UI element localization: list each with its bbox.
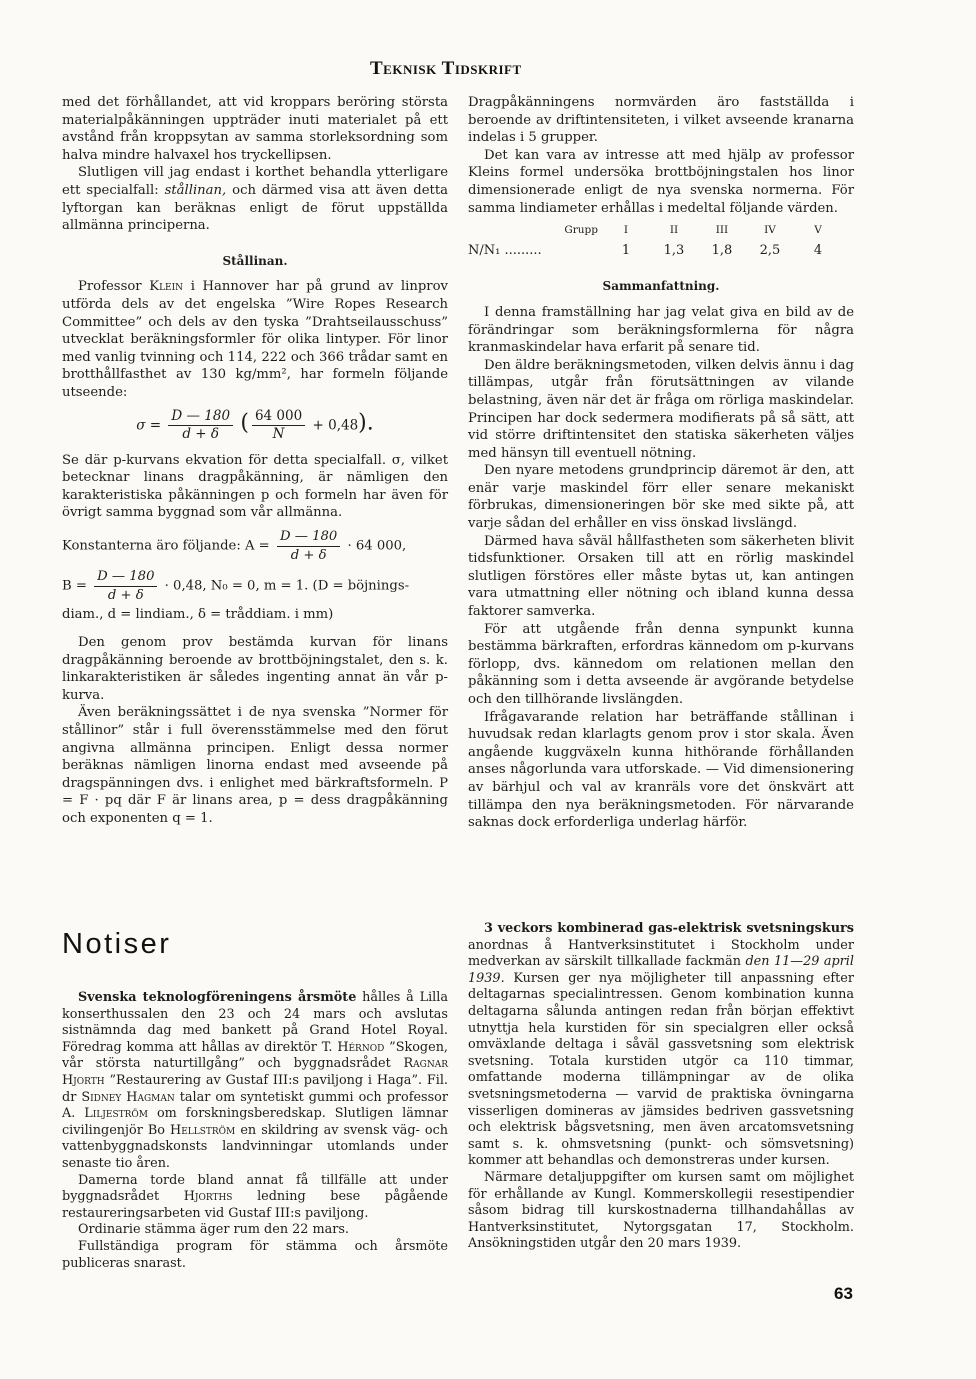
paragraph: Dragpåkänningens normvärden äro fastställda i beroende av driftintensiteten, i vilket avseende kranarna indelas i 5 grupper. <box>468 95 854 146</box>
paragraph: Den nyare metodens grundprincip däremot är den, att enär varje maskindel förr eller senare mekaniskt förbrukas, dimensioneringen bör ske med sikte på, att varje sådan del erhåller en viss önskad livslängd. <box>468 463 854 532</box>
journal-title: Teknisk Tidskrift <box>370 58 522 79</box>
paragraph: med det förhållandet, att vid kroppars beröring största materialpåkänningen uppträder inuti materialet på ett avstånd från kroppsytan av samma storleksordning som halva mindre halvaxel hos tryckellipsen. <box>62 95 448 163</box>
emphasis: stållinan, <box>164 182 227 198</box>
notice-paragraph: 3 veckors kombinerad gas-elektrisk svetsningskurs anordnas å Hantverksinstitutet i Stockholm under medverkan av särskilt tillkallade fackmän den 11—29 april 1939. Kursen ger nya möjligheter till anpassning efter deltagarnas specialintressen. Genom kombination kunna deltagarna sålunda antingen redan från början effektivt utnyttja hela kurstiden för sin specialgren eller också omväxlande deltaga i såväl gassvetsning som elektrisk svetsning. Totala kurstiden utgör ca 110 timmar, omfattande moderna tillämpningar av de olika svetsningsmetoderna — varvid de praktiska övningarna visserligen domineras av jämsides bedriven gassvetsning och elektrisk bågsvetsning, men även arcatomsvetsning samt s. k. ohmsvetsning (punkt- och sömsvetsning) kommer att behandlas och demonstreras under kursen. <box>468 921 854 1169</box>
formula-sigma: σ = $\frac{D — 180}{d + \delta}$ ( $\frac{64 000}{N}$ + 0,48). <box>136 407 374 443</box>
notice-column-left <box>62 990 448 1272</box>
formula-A: Konstanterna äro följande: A = $\frac{D — 180}{d + \delta}$ · 64 000, <box>62 529 407 563</box>
paragraph: Professor Klein i Hannover har på grund av linprov utförda dels av det engelska ”Wire Ropes Research Committee” och dels av den tyska ”Drahtseilausschuss” utvecklat beräkningsformler för olika lintyper. För linor med vanlig tvinning och 114, 222 och 366 trådar samt en brotthållfasthet av 130 kg/mm², har formeln följande utseende: <box>62 279 448 400</box>
formula-legend: diam., d = lindiam., δ = tråddiam. i mm) <box>62 607 334 623</box>
paragraph: Därmed hava såväl hållfastheten som säkerheten blivit tidsfunktioner. Orsaken till att en rörlig maskindel slutligen förstöres eller måste bytas ut, kan antingen vara utmattning eller nötning och ibland kunna dessa faktorer samverka. <box>468 533 854 620</box>
notice-column-right <box>468 921 854 1253</box>
paragraph: Se där p-kurvans ekvation för detta specialfall. σ, vilket betecknar linans dragpåkänning, är nämligen den karakteristiska påkänningen p och formeln har även för övrigt samma byggnad som vår allmänna. <box>62 452 448 521</box>
article-column-left <box>62 94 448 828</box>
paragraph: I denna framställning har jag velat giva en bild av de förändringar som beräkningsformlerna för några kranmaskindelar hava erfarit på senare tid. <box>468 304 854 356</box>
notice-paragraph: Damerna torde bland annat få tillfälle att under byggnadsrådet Hjorths ledning bese pågående restaureringsarbeten vid Gustaf III:s paviljong. <box>62 1172 448 1221</box>
paragraph: Ifrågavarande relation har beträffande stållinan i huvudsak redan klarlagts genom prov i stor skala. Även angående kuggväxeln kunna hithörande förhållanden anses någorlunda vara utforskade. — Vid dimensionering av bärhjul och val av kranräls vore det önskvärt att tillämpa den nya beräkningsmetoden. För närvarande saknas dock erforderliga underlag härför. <box>468 709 854 831</box>
notice-paragraph: Ordinarie stämma äger rum den 22 mars. <box>78 1222 350 1238</box>
page-number: 63 <box>834 1284 853 1303</box>
notice-paragraph: Svenska teknologföreningens årsmöte hålles å Lilla konserthussalen den 23 och 24 mars och avslutas sistnämnda dag med bankett på Grand Hotel Royal. Föredrag komma att hållas av direktör T. Hérnod ”Skogen, vår största naturtillgång” och byggnadsrådet Ragnar Hjorth ”Restaurering av Gustaf III:s paviljong i Haga”. Fil. dr Sidney Hagman talar om syntetiskt gummi och professor A. Liljeström om forskningsberedskap. Slutligen lämnar civilingenjör Bo Hellström en skildring av svensk väg- och vattenbyggnadskonsts landvinningar utomlands under senaste tio åren. <box>62 990 449 1171</box>
paragraph: Det kan vara av intresse att med hjälp av professor Kleins formel undersöka brottböjningstalen hos linor dimensionerade enligt de nya svenska normerna. För samma lindiameter erhållas i medeltal följande värden. <box>468 147 854 216</box>
paragraph: Den äldre beräkningsmetoden, vilken delvis ännu i dag tillämpas, utgår från förutsättningen av vilande belastning, även när det är fråga om rörliga maskindelar. Principen har dock sedermera modifierats på så sätt, att vid större driftintensitet den statiska säkerheten väljes med hänsyn till eventuell nötning. <box>468 357 854 461</box>
author-name: Klein <box>149 279 184 295</box>
formula-B: B = $\frac{D — 180}{d + \delta}$ · 0,48, N₀ = 0, m = 1. (D = böjnings- <box>62 569 410 603</box>
notice-paragraph: Fullständiga program för stämma och årsmöte publiceras snarast. <box>62 1238 448 1271</box>
section-heading: Sammanfattning. <box>602 279 720 294</box>
paragraph: Den genom prov bestämda kurvan för linans dragpåkänning beroende av brottböjningstalet, den s. k. linkarakteristiken är således ingenting annat än vår p-kurva. <box>62 635 448 703</box>
paragraph: Även beräkningssättet i de nya svenska ”Normer för stållinor” står i full överensstämmelse med den förut angivna allmänna principen. Enligt dessa normer beräknas nämligen linorna endast med avseende på dragspänningen dvs. i enlighet med bärkraftsformeln. P = F · pq där F är linans area, p = dess dragpåkänning och exponenten q = 1. <box>62 705 448 826</box>
paragraph: För att utgående från denna synpunkt kunna bestämma bärkraften, erfordras kännedom om p-kurvans förlopp, dvs. kännedom om relationen mellan den påkänning som i detta avseende är avgörande betydelse och den tillhörande livslängden. <box>468 621 854 707</box>
paragraph: Slutligen vill jag endast i korthet behandla ytterligare ett specialfall: stållinan, och därmed visa att även detta lyftorgan kan beräknas enligt de förut uppställda allmänna principerna. <box>62 165 448 234</box>
article-column-right <box>468 94 854 832</box>
group-table: Grupp I II III IV V N/N₁ ......... 1 1,3 1,8 2,5 4 <box>468 224 823 258</box>
section-heading: Stållinan. <box>222 253 288 268</box>
notice-paragraph: Närmare detaljuppgifter om kursen samt om möjlighet för erhållande av Kungl. Kommerskollegii resestipendier såsom bidrag till kurskostnaderna tillhandahållas av Hantverksinstitutet, Nytorgsgatan 17, Stockholm. Ansökningstiden utgår den 20 mars 1939. <box>468 1169 854 1252</box>
notiser-heading: Notiser <box>62 928 172 960</box>
